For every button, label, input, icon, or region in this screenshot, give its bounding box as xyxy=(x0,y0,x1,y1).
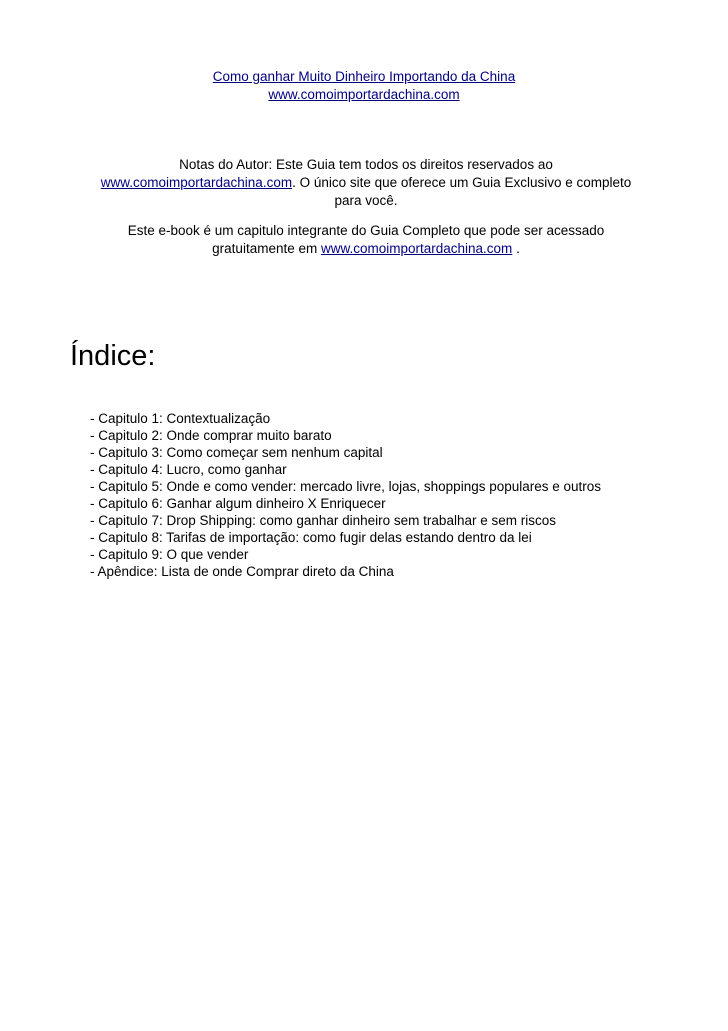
toc-item: - Capitulo 9: O que vender xyxy=(90,547,249,562)
author-notes xyxy=(70,156,662,210)
ebook-notice-site-link[interactable]: www.comoimportardachina.com xyxy=(320,241,513,256)
ebook-notice-line-1: Este e-book é um capitulo integrante do Guia Completo que pode ser acessado xyxy=(127,223,605,238)
toc-item: - Capitulo 1: Contextualização xyxy=(90,411,271,426)
toc-item: - Capitulo 8: Tarifas de importação: como fugir delas estando dentro da lei xyxy=(90,530,532,545)
ebook-notice-line-2 xyxy=(70,240,662,258)
toc-item: - Capitulo 6: Ganhar algum dinheiro X Enriquecer xyxy=(90,496,386,511)
toc-item: - Capitulo 5: Onde e como vender: mercado livre, lojas, shoppings populares e outros xyxy=(90,479,602,494)
index-title: Índice: xyxy=(70,340,156,372)
author-notes-line-2 xyxy=(70,174,662,192)
toc-item: - Capitulo 3: Como começar sem nenhum capital xyxy=(90,445,383,460)
toc-item: - Capitulo 4: Lucro, como ganhar xyxy=(90,462,287,477)
ebook-notice xyxy=(70,222,662,258)
document-header xyxy=(0,68,728,104)
site-link[interactable]: www.comoimportardachina.com xyxy=(268,87,460,102)
header-site-line xyxy=(0,86,728,104)
toc-item: - Apêndice: Lista de onde Comprar direto da China xyxy=(90,564,394,579)
ebook-notice-suffix: . xyxy=(512,241,520,256)
author-notes-line-3: para você. xyxy=(334,193,398,208)
author-notes-site-link[interactable]: www.comoimportardachina.com xyxy=(100,175,293,190)
header-title-line xyxy=(0,68,728,86)
ebook-notice-prefix: gratuitamente em xyxy=(212,241,321,256)
author-notes-line-2-text: . O único site que oferece um Guia Exclusivo e completo xyxy=(292,175,632,190)
toc-item: - Capitulo 2: Onde comprar muito barato xyxy=(90,428,332,443)
toc-item: - Capitulo 7: Drop Shipping: como ganhar dinheiro sem trabalhar e sem riscos xyxy=(90,513,556,528)
table-of-contents xyxy=(90,410,601,580)
author-notes-line-1: Notas do Autor: Este Guia tem todos os direitos reservados ao xyxy=(179,157,553,172)
title-link[interactable]: Como ganhar Muito Dinheiro Importando da China xyxy=(212,69,516,84)
